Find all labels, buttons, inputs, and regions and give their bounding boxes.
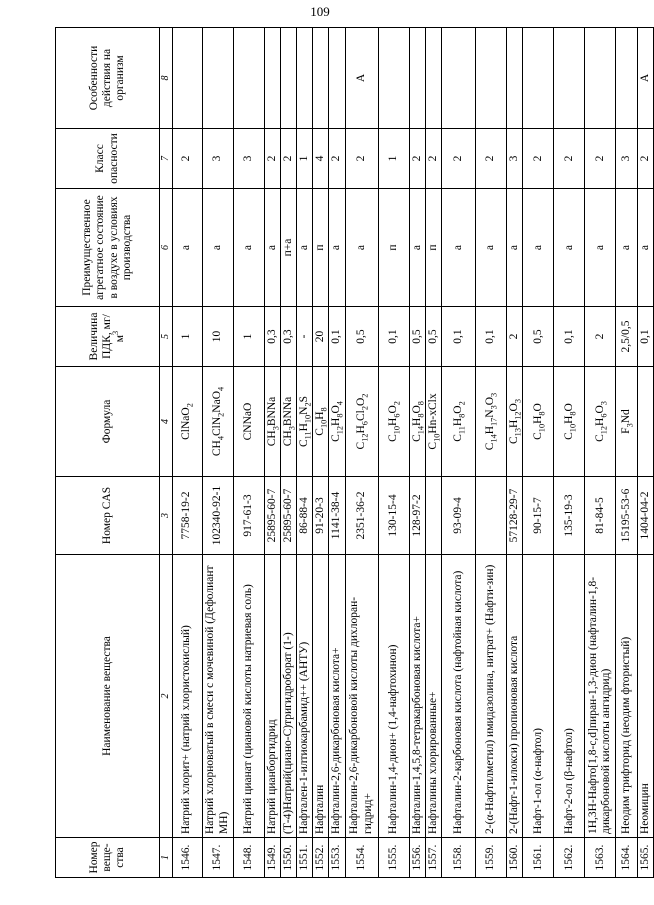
formula-subscript: 14 (415, 425, 425, 435)
table-row (280, 28, 296, 878)
column-index: 5 (160, 307, 173, 367)
cell-formula (425, 367, 441, 477)
cell-cas: 93-09-4 (442, 477, 476, 555)
formula-part: O (593, 405, 606, 414)
cell-class: 2 (638, 129, 654, 189)
cell-pdk: 0,1 (476, 307, 507, 367)
formula-subscript: 12 (335, 425, 345, 435)
header-state: Преимущественное агрегатное состояние в воздухе в условиях производства (56, 189, 160, 307)
formula-part: C (562, 432, 575, 440)
formula-subscript: 13 (513, 428, 523, 437)
formula-part: ClN (210, 416, 223, 437)
cell-cas: 90-15-7 (523, 477, 554, 555)
rotated-table-container (55, 28, 652, 878)
cell-num: 1561. (523, 838, 554, 878)
formula-subscript: 10 (432, 433, 442, 442)
cell-pdk: 0,5 (523, 307, 554, 367)
formula-part: C (386, 434, 399, 442)
cell-pdk: 0,1 (329, 307, 345, 367)
header-pdk (56, 307, 160, 367)
cell-num: 1548. (233, 838, 264, 878)
cell-state: а (409, 189, 425, 307)
formula-subscript: 8 (567, 411, 577, 416)
cell-pdk: 0,1 (638, 307, 654, 367)
cell-state: а (585, 189, 616, 307)
formula-part: NaO (210, 391, 223, 413)
cell-cas: 102340-92-1 (202, 477, 233, 555)
header-formula: Формула (56, 367, 160, 477)
formula-subscript: 6 (598, 413, 608, 418)
formula-subscript: 8 (335, 413, 345, 418)
formula-part: O (410, 405, 423, 414)
cell-features (523, 28, 554, 129)
cell-pdk: 0,5 (425, 307, 441, 367)
cell-features (425, 28, 441, 129)
table-row (233, 28, 264, 878)
formula-part: O (354, 397, 367, 407)
formula-part: C (297, 439, 310, 448)
formula-subscript: 8 (319, 407, 329, 412)
cell-cas: 25895-60-7 (264, 477, 280, 555)
formula-subscript: 10 (536, 423, 546, 433)
cell-pdk: 0,3 (280, 307, 296, 367)
cell-name: Нафталин-2,6-дикарбоновая кислота+ (329, 555, 345, 838)
formula-part: C (330, 434, 343, 442)
column-index-row (160, 28, 173, 878)
formula-part: C (410, 434, 423, 442)
cell-cas: 1141-38-4 (329, 477, 345, 555)
header-name: Наименование вещества (56, 555, 160, 838)
cell-cas: 25895-60-7 (280, 477, 296, 555)
cell-formula (313, 367, 329, 477)
formula-part: H (410, 417, 423, 426)
cell-pdk: 2 (507, 307, 523, 367)
cell-pdk: 10 (202, 307, 233, 367)
formula-part: H (531, 415, 544, 424)
formula-part: BNNa (281, 396, 294, 427)
cell-num: 1558. (442, 838, 476, 878)
formula-part: H (484, 425, 497, 435)
column-index: 2 (160, 555, 173, 838)
cell-name: Нафталин-2-карбоновая кислота (нафтойная кислота) (442, 555, 476, 838)
table-row (409, 28, 425, 878)
cell-num: 1560. (507, 838, 523, 878)
formula-part: O (531, 403, 544, 412)
table-row (296, 28, 312, 878)
cell-name: Натрий хлорит+ (натрий хлористокислый) (172, 555, 202, 838)
cell-name: Нафталин-1,4,5,8-тетракарбоновая кислота+ (409, 555, 425, 838)
cell-name: Неомицин (638, 555, 654, 838)
cell-name: Нафталин-1,4-дион+ (1,4-нафтохинон) (378, 555, 409, 838)
column-index: 1 (160, 838, 173, 878)
cell-formula (442, 367, 476, 477)
cell-formula (172, 367, 202, 477)
formula-part: H (593, 417, 606, 426)
cell-num: 1555. (378, 838, 409, 878)
cell-cas: 1404-04-2 (638, 477, 654, 555)
cell-formula (409, 367, 425, 477)
formula-part: H (314, 411, 327, 420)
formula-subscript: 6 (360, 421, 370, 426)
cell-state: а (233, 189, 264, 307)
cell-name: Нафт-2-ол (β-нафтол) (554, 555, 585, 838)
cell-state: а (554, 189, 585, 307)
cell-state: а (329, 189, 345, 307)
substances-table (55, 27, 654, 878)
formula-part: O (330, 405, 343, 414)
cell-features (554, 28, 585, 129)
formula-subscript: 3 (489, 392, 499, 397)
table-row (329, 28, 345, 878)
table-row (638, 28, 654, 878)
table-row (554, 28, 585, 878)
cell-features (507, 28, 523, 129)
cell-pdk: 2 (585, 307, 616, 367)
formula-part: C (451, 434, 464, 442)
cell-num: 1546. (172, 838, 202, 878)
cell-class: 3 (202, 129, 233, 189)
cell-name: Натрий хлорноватый в смеси с мочевиной (Дефолиант МН) (202, 555, 233, 838)
formula-subscript: 8 (415, 401, 425, 406)
cell-cas: 15195-53-6 (616, 477, 638, 555)
formula-part: CH (281, 430, 294, 447)
cell-class: 1 (378, 129, 409, 189)
header-num: Номер веще-ства (56, 838, 160, 878)
cell-class: 2 (585, 129, 616, 189)
cell-pdk: 0,3 (264, 307, 280, 367)
formula-part: ClNaO (180, 407, 193, 440)
cell-num: 1550. (280, 838, 296, 878)
header-features: Особенности действия на организм (56, 28, 160, 129)
cell-features: А (345, 28, 378, 129)
formula-subscript: 2 (360, 406, 370, 411)
table-row (442, 28, 476, 878)
formula-part: C (314, 428, 327, 436)
page-number: 109 (310, 4, 330, 19)
cell-features (280, 28, 296, 129)
cell-formula (329, 367, 345, 477)
formula-part: H (562, 415, 575, 424)
table-row (425, 28, 441, 878)
table-row (585, 28, 616, 878)
cell-name: 2-(α-Нафтилметил) имидазолина, нитрат+ (Нафти-зин) (476, 555, 507, 838)
column-index: 3 (160, 477, 173, 555)
table-row (523, 28, 554, 878)
cell-pdk: 0,1 (442, 307, 476, 367)
table-row (507, 28, 523, 878)
formula-part: O (386, 405, 399, 414)
formula-subscript: 3 (270, 426, 280, 431)
cell-cas: 130-15-4 (378, 477, 409, 555)
cell-features (296, 28, 312, 129)
header-pdk-sup: 3 (111, 330, 121, 335)
cell-state: а (202, 189, 233, 307)
cell-formula (507, 367, 523, 477)
column-index: 4 (160, 367, 173, 477)
formula-subscript: 17 (489, 417, 499, 426)
cell-formula (345, 367, 378, 477)
cell-state: а (264, 189, 280, 307)
column-index: 8 (160, 28, 173, 129)
formula-subscript: 11 (457, 426, 467, 435)
table-row (172, 28, 202, 878)
cell-name: Нафталин-2,6-дикарбоновой кислоты дихлоран-гидрид+ (345, 555, 378, 838)
header-class: Класс опасности (56, 129, 160, 189)
cell-class: 2 (425, 129, 441, 189)
table-body (172, 28, 654, 878)
cell-features (442, 28, 476, 129)
cell-state: а (296, 189, 312, 307)
cell-pdk: 2,5/0,5 (616, 307, 638, 367)
cell-class: 4 (313, 129, 329, 189)
cell-state: п (378, 189, 409, 307)
cell-class: 2 (280, 129, 296, 189)
cell-num: 1557. (425, 838, 441, 878)
formula-part: O (451, 405, 464, 414)
table-row (616, 28, 638, 878)
formula-part: Cl (354, 410, 367, 422)
formula-subscript: 3 (489, 405, 499, 410)
formula-part: CH (265, 430, 278, 447)
cell-formula (476, 367, 507, 477)
cell-name: Натрий цианат (циановой кислоты натриевая соль) (233, 555, 264, 838)
formula-part: O (562, 403, 575, 412)
formula-subscript: 10 (319, 419, 329, 429)
formula-part: H (386, 417, 399, 426)
cell-name: 1H,3H-Нафто[1,8-c,d]пиран-1,3-дион (нафталин-1,8-дикарбоновой кислоты ангидрид) (585, 555, 616, 838)
cell-pdk: 0,5 (345, 307, 378, 367)
cell-class: 2 (554, 129, 585, 189)
cell-cas (476, 477, 507, 555)
cell-cas: 81-84-5 (585, 477, 616, 555)
table-row (476, 28, 507, 878)
cell-num: 1563. (585, 838, 616, 878)
cell-class: 3 (233, 129, 264, 189)
cell-pdk: 1 (172, 307, 202, 367)
cell-class: 1 (296, 129, 312, 189)
formula-part: C (484, 442, 497, 451)
cell-formula (296, 367, 312, 477)
cell-name: Нафталины хлорированные+ (425, 555, 441, 838)
cell-formula (638, 367, 654, 477)
formula-part: C (593, 434, 606, 442)
cell-state: а (345, 189, 378, 307)
formula-part: N (484, 409, 497, 418)
cell-class: 2 (172, 129, 202, 189)
cell-class: 2 (264, 129, 280, 189)
cell-name: Нафталин (313, 555, 329, 838)
formula-part: C (531, 432, 544, 440)
formula-subscript: 3 (513, 399, 523, 404)
cell-state: а (172, 189, 202, 307)
formula-subscript: 12 (513, 411, 523, 420)
formula-subscript: 10 (567, 423, 577, 433)
cell-state: а (507, 189, 523, 307)
cell-formula (264, 367, 280, 477)
cell-state: п+а (280, 189, 296, 307)
cell-state: п (313, 189, 329, 307)
formula-subscript: 3 (598, 401, 608, 406)
formula-subscript: 6 (392, 413, 402, 418)
cell-features (233, 28, 264, 129)
cell-cas: 135-19-3 (554, 477, 585, 555)
cell-num: 1556. (409, 838, 425, 878)
cell-features (264, 28, 280, 129)
cell-cas (425, 477, 441, 555)
formula-part: H (354, 425, 367, 434)
cell-num: 1562. (554, 838, 585, 878)
cell-name: Натрий цианборгидрид (264, 555, 280, 838)
formula-part: H (297, 423, 310, 432)
cell-name: (Т-4)Натрий(циано-С)тригидроборат (1-) (280, 555, 296, 838)
formula-part: S (297, 395, 310, 403)
formula-subscript: 14 (489, 434, 499, 443)
table-row (264, 28, 280, 878)
formula-part: C (508, 436, 521, 444)
cell-pdk: 1 (233, 307, 264, 367)
cell-formula (585, 367, 616, 477)
cell-class: 2 (345, 129, 378, 189)
cell-num: 1554. (345, 838, 378, 878)
cell-class: 2 (442, 129, 476, 189)
formula-part: C (354, 441, 367, 450)
formula-subscript: 12 (360, 433, 370, 442)
formula-part: Nd (620, 409, 633, 424)
cell-class: 3 (616, 129, 638, 189)
cell-pdk: 20 (313, 307, 329, 367)
cell-name: Неодим трифторид (неодим фтористый) (616, 555, 638, 838)
cell-state: а (616, 189, 638, 307)
cell-cas: 128-97-2 (409, 477, 425, 555)
cell-num: 1549. (264, 838, 280, 878)
formula-subscript: 10 (392, 425, 402, 435)
formula-part: Hn-xClx (426, 393, 439, 434)
table-row (378, 28, 409, 878)
cell-formula (523, 367, 554, 477)
cell-features (585, 28, 616, 129)
cell-num: 1564. (616, 838, 638, 878)
cell-class: 3 (507, 129, 523, 189)
column-index: 6 (160, 189, 173, 307)
cell-class: 2 (476, 129, 507, 189)
formula-part: O (508, 403, 521, 412)
cell-features (378, 28, 409, 129)
cell-features (313, 28, 329, 129)
cell-pdk: - (296, 307, 312, 367)
formula-part: O (484, 396, 497, 406)
cell-features: А (638, 28, 654, 129)
formula-subscript: 8 (457, 413, 467, 418)
cell-state: а (442, 189, 476, 307)
cell-class: 2 (409, 129, 425, 189)
formula-part: F (620, 427, 633, 434)
cell-cas: 91-20-3 (313, 477, 329, 555)
formula-subscript: 2 (360, 393, 370, 398)
formula-subscript: 2 (392, 401, 402, 406)
cell-pdk: 0,5 (409, 307, 425, 367)
cell-class: 2 (329, 129, 345, 189)
cell-formula (202, 367, 233, 477)
cell-formula (280, 367, 296, 477)
cell-features (172, 28, 202, 129)
cell-features (616, 28, 638, 129)
cell-name: 2-(Нафт-1-илокси) пропионовая кислота (507, 555, 523, 838)
formula-subscript: 8 (536, 411, 546, 416)
cell-num: 1565. (638, 838, 654, 878)
formula-subscript: 10 (303, 414, 313, 424)
formula-part: H (451, 417, 464, 427)
formula-part: H (330, 417, 343, 426)
table-row (202, 28, 233, 878)
cell-formula (616, 367, 638, 477)
cell-formula (378, 367, 409, 477)
header-cas: Номер CAS (56, 477, 160, 555)
formula-part: H (508, 419, 521, 429)
cell-num: 1559. (476, 838, 507, 878)
cell-class: 2 (523, 129, 554, 189)
table-row (345, 28, 378, 878)
formula-subscript: 4 (216, 386, 226, 391)
formula-part: C (426, 441, 439, 450)
formula-subscript: 2 (185, 403, 195, 408)
formula-subscript: 2 (457, 401, 467, 406)
cell-state: а (476, 189, 507, 307)
cell-formula (554, 367, 585, 477)
formula-subscript: 11 (303, 431, 313, 440)
header-pdk-text: Величина ПДК, мг/м (87, 312, 127, 361)
cell-num: 1553. (329, 838, 345, 878)
formula-subscript: 4 (335, 401, 345, 406)
column-index: 7 (160, 129, 173, 189)
cell-num: 1547. (202, 838, 233, 878)
cell-cas: 917-61-3 (233, 477, 264, 555)
cell-name: Нафтален-1-илтиокарбамид++ (АНТУ) (296, 555, 312, 838)
cell-pdk: 0,1 (378, 307, 409, 367)
table-row (313, 28, 329, 878)
formula-subscript: 8 (415, 413, 425, 418)
cell-features (329, 28, 345, 129)
cell-state: а (523, 189, 554, 307)
formula-subscript: 3 (287, 426, 297, 431)
cell-features (202, 28, 233, 129)
cell-state: п (425, 189, 441, 307)
cell-num: 1551. (296, 838, 312, 878)
formula-subscript: 3 (625, 423, 635, 428)
formula-part: CNNaO (241, 402, 254, 441)
cell-pdk: 0,1 (554, 307, 585, 367)
cell-cas: 86-88-4 (296, 477, 312, 555)
cell-cas: 2351-36-2 (345, 477, 378, 555)
formula-part: BNNa (265, 396, 278, 427)
cell-formula (233, 367, 264, 477)
formula-part: N (297, 406, 310, 415)
formula-subscript: 12 (598, 425, 608, 435)
cell-features (409, 28, 425, 129)
cell-cas: 7758-19-2 (172, 477, 202, 555)
cell-num: 1552. (313, 838, 329, 878)
formula-subscript: 2 (216, 412, 226, 417)
formula-part: CH (210, 440, 223, 457)
cell-cas: 57128-29-7 (507, 477, 523, 555)
formula-subscript: 4 (216, 436, 226, 441)
cell-features (476, 28, 507, 129)
cell-name: Нафт-1-ол (α-нафтол) (523, 555, 554, 838)
formula-subscript: 2 (303, 402, 313, 407)
cell-state: а (638, 189, 654, 307)
